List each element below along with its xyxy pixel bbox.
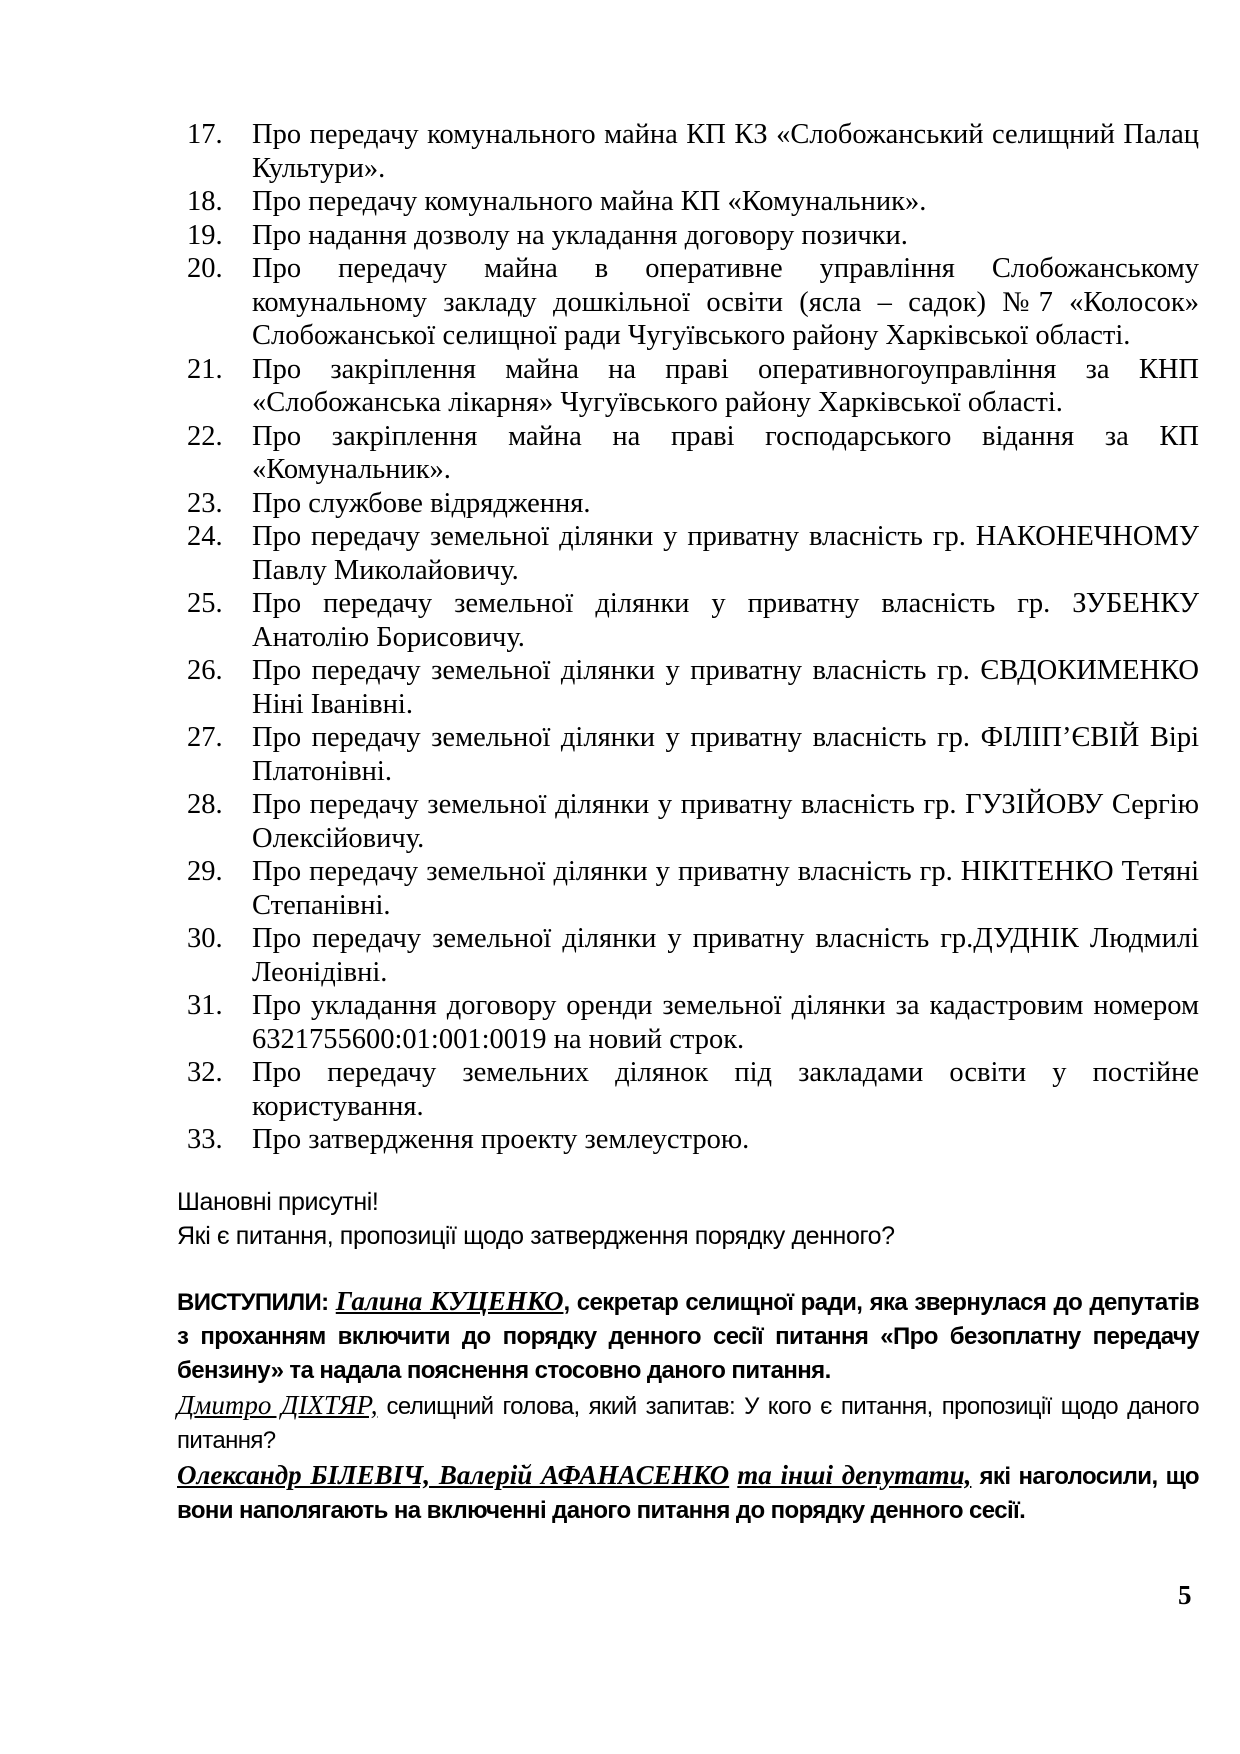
agenda-item (177, 487, 1199, 521)
agenda-item-number: 21. (187, 353, 223, 385)
agenda-item (177, 420, 1199, 487)
agenda-item (177, 1056, 1199, 1123)
speech-paragraph-3 (177, 1458, 1199, 1528)
agenda-item-text: Про передачу комунального майна КП «Комунальник». (252, 186, 927, 217)
agenda-item-text: Про передачу земельних ділянок під закладами освіти у постійне користування. (252, 1057, 1199, 1122)
agenda-item-number: 33. (187, 1124, 223, 1155)
agenda-item (177, 252, 1199, 353)
agenda-item-number: 19. (187, 219, 223, 251)
agenda-item-text: Про передачу земельної ділянки у приватну власність гр. НАКОНЕЧНОМУ Павлу Миколайовичу. (252, 521, 1199, 586)
agenda-item-text: Про закріплення майна на праві оперативногоуправління за КНП «Слобожанська лікарня» Чугуївського району Харківської області. (252, 353, 1199, 418)
greeting-line: Шановні присутні! (177, 1188, 379, 1216)
speeches-label-colon: : (321, 1289, 336, 1316)
agenda-item-number: 32. (187, 1057, 223, 1088)
agenda-item (177, 219, 1199, 253)
agenda-item-text: Про передачу майна в оперативне управління Слобожанському комунальному закладу дошкільної освіти (ясла – садок) №7 «Колосок» Слобожанської селищної ради Чугуївського району Харківської області. (252, 253, 1199, 351)
agenda-item (177, 520, 1199, 587)
agenda-item (177, 587, 1199, 654)
question-line: Які є питання, пропозиції щодо затвердження порядку денного? (177, 1222, 895, 1250)
agenda-item (177, 353, 1199, 420)
agenda-item (177, 118, 1199, 185)
agenda-item (177, 654, 1199, 721)
agenda-item-text: Про передачу земельної ділянки у приватну власність гр. НІКІТЕНКО Тетяні Степанівні. (252, 856, 1199, 921)
speaker-name: та інші депутати, (737, 1460, 972, 1490)
agenda-item-number: 30. (187, 923, 223, 954)
agenda-item (177, 721, 1199, 788)
agenda-item-text: Про передачу комунального майна КП КЗ «Слобожанський селищний Палац Культури». (252, 119, 1199, 184)
agenda-item-number: 28. (187, 789, 223, 820)
speaker-name: Галина КУЦЕНКО (335, 1286, 564, 1316)
speech-text: які наголосили, що вони наполягають на включенні даного питання до порядку денного сесії. (177, 1463, 1199, 1524)
agenda-item (177, 1123, 1199, 1157)
agenda-item-number: 25. (187, 588, 223, 619)
agenda-item-text: Про укладання договору оренди земельної ділянки за кадастровим номером 6321755600:01:001:0019 на новий строк. (252, 990, 1199, 1055)
speaker-name: Дмитро ДІХТЯР, (177, 1390, 378, 1420)
speeches-block (177, 1284, 1199, 1528)
agenda-item-text: Про передачу земельної ділянки у приватну власність гр. ГУЗІЙОВУ Сергію Олексійовичу. (252, 789, 1199, 854)
agenda-item-text: Про передачу земельної ділянки у приватну власність гр. ЗУБЕНКУ Анатолію Борисовичу. (252, 588, 1199, 653)
agenda-item-number: 29. (187, 856, 223, 887)
agenda-item-number: 31. (187, 990, 223, 1021)
agenda-item (177, 788, 1199, 855)
agenda-item-number: 26. (187, 655, 223, 686)
agenda-item (177, 185, 1199, 219)
agenda-item-number: 23. (187, 487, 223, 519)
agenda-item-number: 18. (187, 186, 223, 217)
agenda-item (177, 922, 1199, 989)
agenda-item-number: 17. (187, 119, 223, 150)
speaker-name: Олександр БІЛЕВІЧ, Валерій АФАНАСЕНКО (177, 1460, 730, 1490)
agenda-item-number: 20. (187, 253, 223, 284)
speech-text: , секретар селищної ради, яка звернулася до депутатів з проханням включити до порядку денного сесії питання «Про безоплатну передачу бензину» та надала пояснення стосовно даного питання. (177, 1289, 1199, 1384)
speech-text: селищний голова, який запитав: У кого є питання, пропозиції щодо даного питання? (177, 1393, 1200, 1454)
agenda-item-number: 24. (187, 521, 223, 552)
agenda-item-text: Про службове відрядження. (252, 487, 591, 519)
speech-paragraph-1 (177, 1284, 1199, 1388)
page-number: 5 (1178, 1580, 1192, 1610)
speech-paragraph-2 (177, 1388, 1199, 1458)
agenda-item-text: Про передачу земельної ділянки у приватну власність гр. ФІЛІП’ЄВІЙ Вірі Платонівні. (252, 722, 1199, 787)
agenda-item (177, 855, 1199, 922)
greeting-block (177, 1185, 1199, 1253)
agenda-item-number: 22. (187, 420, 223, 452)
agenda-item-text: Про передачу земельної ділянки у приватну власність гр.ДУДНІК Людмилі Леонідівні. (252, 923, 1199, 988)
agenda-item-text: Про надання дозволу на укладання договору позички. (252, 219, 908, 251)
agenda-item-text: Про затвердження проекту землеустрою. (252, 1124, 750, 1155)
agenda-list (177, 118, 1199, 1157)
speeches-label: ВИСТУПИЛИ (177, 1289, 322, 1316)
agenda-item-text: Про передачу земельної ділянки у приватну власність гр. ЄВДОКИМЕНКО Ніні Іванівні. (252, 655, 1199, 720)
agenda-item-text: Про закріплення майна на праві господарського відання за КП «Комунальник». (252, 420, 1199, 485)
agenda-item (177, 989, 1199, 1056)
agenda-item-number: 27. (187, 722, 223, 753)
